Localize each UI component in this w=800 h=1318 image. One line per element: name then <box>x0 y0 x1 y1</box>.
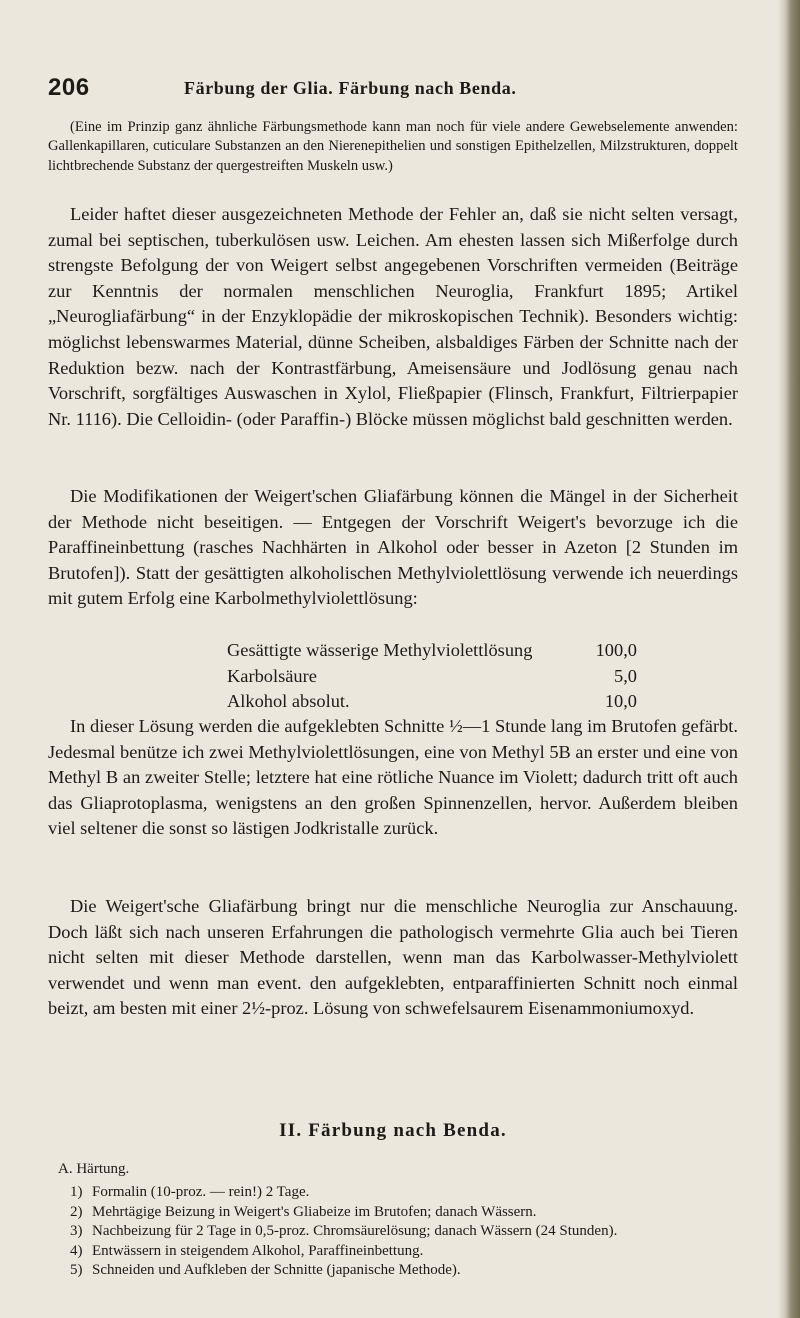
step-number: 4) <box>70 1242 83 1259</box>
step-number: 2) <box>70 1203 83 1220</box>
page-header <box>48 74 738 104</box>
formula-row <box>227 664 637 690</box>
list-item <box>70 1222 740 1241</box>
step-number: 1) <box>70 1184 83 1201</box>
paragraph-1 <box>48 202 738 432</box>
running-head: Färbung der Glia. Färbung nach Benda. <box>184 78 517 98</box>
formula-row <box>227 638 637 664</box>
formula-amount: 5,0 <box>614 665 637 686</box>
step-text: Mehrtägige Beizung in Weigert's Gliabeize im Brutofen; danach Wässern. <box>92 1203 537 1220</box>
formula-amount: 10,0 <box>604 691 637 711</box>
formula-ingredient: Karbolsäure <box>227 665 317 686</box>
list-item <box>70 1203 740 1222</box>
page-number: 206 <box>48 74 90 101</box>
step-text: Entwässern in steigendem Alkohol, Paraffineinbettung. <box>92 1242 424 1259</box>
paragraph-3 <box>48 714 738 842</box>
page-edge-shadow <box>778 0 800 1318</box>
list-item <box>70 1242 740 1261</box>
paragraph-2 <box>48 484 738 612</box>
note-text: (Eine im Prinzip ganz ähnliche Färbungsmethode kann man noch für viele andere Gewebselemente anwenden: Gallenkapillaren, cuticulare Substanzen an den Nierenepithelien und sonstigen Epithelzellen, Milzstrukturen, doppelt lichtbrechende Substanz der quergestreiften Muskeln usw.) <box>48 119 738 174</box>
step-number: 3) <box>70 1223 83 1240</box>
formula-amount: 100,0 <box>595 640 637 660</box>
list-item <box>70 1183 740 1202</box>
step-text: Nachbeizung für 2 Tage in 0,5-proz. Chromsäurelösung; danach Wässern (24 Stunden). <box>92 1223 618 1240</box>
paragraph-1-text: Leider haftet dieser ausgezeichneten Methode der Fehler an, daß sie nicht selten versagt, zumal bei septischen, tuberkulösen usw. Leichen. Am ehesten lassen sich Mißerfolge durch strengste Befolgung der von Weigert selbst angegebenen Vorschriften vermeiden (Beiträge zur Kenntnis der normalen menschlichen Neuroglia, Frankfurt 1895; Artikel „Neurogliafärbung“ in der Enzyklopädie der mikroskopischen Technik). Besonders wichtig: möglichst lebenswarmes Material, dünne Scheiben, alsbaldiges Färben der Schnitte nach der Reduktion bezw. nach der Kontrastfärbung, Ameisensäure und Jodlösung genau nach Vorschrift, sorgfältiges Auswaschen in Xylol, Fließpapier (Flinsch, Frankfurt, Filtrierpapier Nr. 1116). Die Celloidin- (oder Paraffin-) Blöcke müssen möglichst bald geschnitten werden. <box>48 204 738 429</box>
step-text: Formalin (10-proz. — rein!) 2 Tage. <box>92 1184 310 1201</box>
paragraph-4 <box>48 894 738 1022</box>
paragraph-4-text: Die Weigert'sche Gliafärbung bringt nur die menschliche Neuroglia zur Anschauung. Doch läßt sich nach unseren Erfahrungen die pathologisch vermehrte Glia auch bei Tieren nicht selten mit dieser Methode darstellen, wenn man das Karbolwasser-Methylviolett verwendet und wenn man event. den aufgeklebten, entparaffinierten Schnitt noch einmal beizt, am besten mit einer 2½-proz. Lösung von schwefelsaurem Eisenammoniumoxyd. <box>48 896 738 1019</box>
formula-table <box>227 638 637 715</box>
formula-row <box>227 689 637 715</box>
formula-ingredient: Gesättigte wässerige Methylviolettlösung <box>227 640 533 660</box>
steps-list <box>58 1160 740 1280</box>
note-paragraph <box>48 118 738 176</box>
formula-ingredient: Alkohol absolut. <box>227 691 350 711</box>
paragraph-2-text: Die Modifikationen der Weigert'schen Gliafärbung können die Mängel in der Sicherheit der Methode nicht beseitigen. — Entgegen der Vorschrift Weigert's bevorzuge ich die Paraffineinbettung (rasches Nachhärten in Alkohol oder besser in Azeton [2 Stunden im Brutofen]). Statt der gesättigten alkoholischen Methylviolettlösung verwende ich neuerdings mit gutem Erfolg eine Karbolmethylviolettlösung: <box>48 486 738 609</box>
step-text: Schneiden und Aufkleben der Schnitte (japanische Methode). <box>92 1262 461 1279</box>
list-item <box>70 1261 740 1280</box>
section-title: II. Färbung nach Benda. <box>279 1120 507 1141</box>
step-number: 5) <box>70 1262 83 1279</box>
subsection-label: A. Härtung. <box>58 1161 130 1177</box>
paragraph-3-text: In dieser Lösung werden die aufgeklebten Schnitte ½—1 Stunde lang im Brutofen gefärbt. Jedesmal benütze ich zwei Methylviolettlösungen, eine von Methyl 5B an erster und eine von Methyl B an zweiter Stelle; letztere hat eine rötliche Nuance im Violett; dadurch tritt oft auch das Gliaprotoplasma, wenigstens an den großen Spinnenzellen, hervor. Außerdem bleiben viel seltener die sonst so lästigen Jodkristalle zurück. <box>48 716 738 839</box>
